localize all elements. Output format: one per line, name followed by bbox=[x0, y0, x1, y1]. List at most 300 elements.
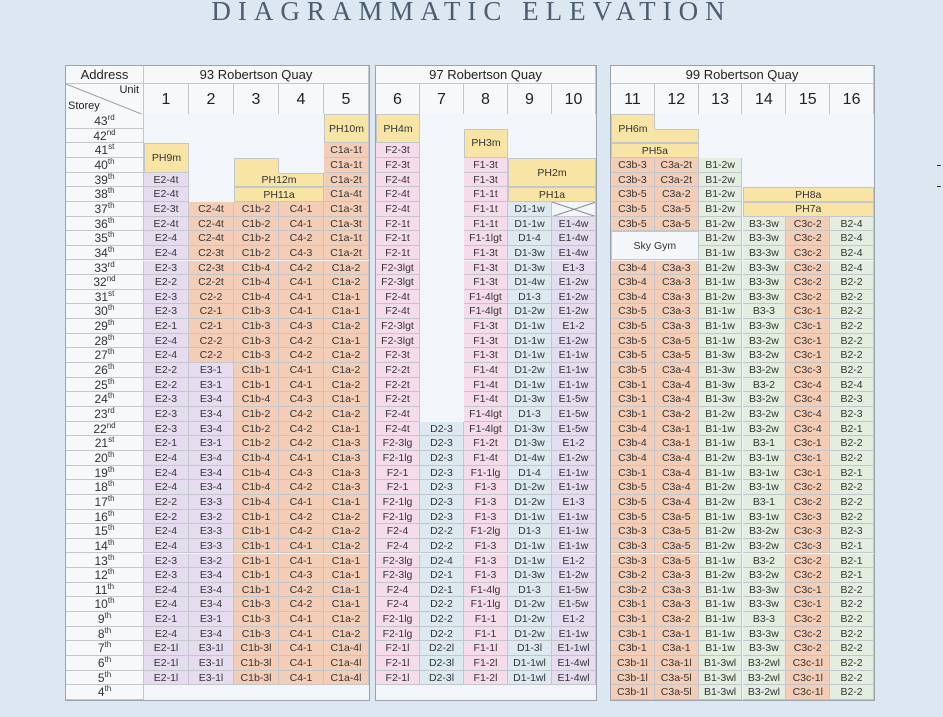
penthouse-label[interactable]: PH9m bbox=[151, 151, 182, 164]
unit-type-cell[interactable]: E2-4 bbox=[144, 231, 189, 246]
unit-type-cell[interactable]: D1-1w bbox=[508, 202, 552, 217]
unit-type-cell[interactable]: F1-4lgt bbox=[464, 407, 508, 422]
unit-type-cell[interactable]: C3b-3 bbox=[611, 539, 655, 554]
unit-type-cell[interactable]: D2-3 bbox=[420, 466, 464, 481]
unit-type-cell[interactable]: C3a-2t bbox=[655, 173, 699, 188]
unit-type-cell[interactable]: C4-2 bbox=[279, 422, 324, 437]
unit-type-cell[interactable]: B3-3w bbox=[743, 641, 787, 656]
unit-type-cell[interactable]: C4-1 bbox=[279, 539, 324, 554]
unit-type-cell[interactable]: B3-3w bbox=[743, 231, 787, 246]
unit-type-cell[interactable]: D1-1w bbox=[508, 319, 552, 334]
unit-type-cell[interactable]: C1a-4t bbox=[324, 187, 369, 202]
unit-type-cell[interactable]: C3b-4 bbox=[611, 275, 655, 290]
unit-type-cell[interactable]: B1-1w bbox=[699, 275, 743, 290]
unit-type-cell[interactable]: F2-1 bbox=[376, 480, 420, 495]
unit-type-cell[interactable]: F1-3t bbox=[464, 334, 508, 349]
unit-type-cell[interactable]: B2-2 bbox=[830, 480, 874, 495]
unit-type-cell[interactable]: F2-1l bbox=[376, 656, 420, 671]
unit-type-cell[interactable]: B1-2w bbox=[699, 495, 743, 510]
unit-type-cell[interactable]: B1-3w bbox=[699, 392, 743, 407]
unit-type-cell[interactable]: B1-3wl bbox=[699, 671, 743, 686]
unit-type-cell[interactable]: B3-2w bbox=[743, 407, 787, 422]
unit-type-cell[interactable]: C2-4t bbox=[189, 202, 234, 217]
unit-type-cell[interactable]: B2-2 bbox=[830, 671, 874, 686]
unit-type-cell[interactable]: E1-1w bbox=[552, 466, 596, 481]
unit-type-cell[interactable]: C3a-2t bbox=[655, 158, 699, 173]
unit-type-cell[interactable]: B1-1w bbox=[699, 510, 743, 525]
unit-type-cell[interactable]: D1-2w bbox=[508, 597, 552, 612]
unit-type-cell[interactable]: F2-4 bbox=[376, 597, 420, 612]
unit-type-cell[interactable]: B2-2 bbox=[830, 656, 874, 671]
unit-type-cell[interactable]: F1-1 bbox=[464, 627, 508, 642]
unit-type-cell[interactable]: E3-4 bbox=[189, 480, 234, 495]
unit-type-cell[interactable]: D1-4 bbox=[508, 231, 552, 246]
unit-type-cell[interactable]: E2-4 bbox=[144, 466, 189, 481]
unit-type-cell[interactable]: B1-1w bbox=[699, 334, 743, 349]
unit-type-cell[interactable]: B3-2wl bbox=[743, 671, 787, 686]
unit-type-cell[interactable]: E2-4 bbox=[144, 539, 189, 554]
unit-type-cell[interactable]: F2-3t bbox=[376, 143, 420, 158]
unit-type-cell[interactable]: B2-3 bbox=[830, 524, 874, 539]
unit-type-cell[interactable]: C3a-5 bbox=[655, 554, 699, 569]
unit-type-cell[interactable]: E3-4 bbox=[189, 627, 234, 642]
unit-type-cell[interactable]: C1a-3 bbox=[324, 436, 369, 451]
unit-type-cell[interactable]: C4-2 bbox=[279, 510, 324, 525]
unit-type-cell[interactable]: C1b-1 bbox=[234, 568, 279, 583]
unit-type-cell[interactable]: D1-1w bbox=[508, 217, 552, 232]
unit-type-cell[interactable]: C1a-1 bbox=[324, 290, 369, 305]
unit-type-cell[interactable]: E3-3 bbox=[189, 539, 234, 554]
unit-type-cell[interactable]: B1-2w bbox=[699, 480, 743, 495]
unit-type-cell[interactable]: C4-2 bbox=[279, 436, 324, 451]
unit-type-cell[interactable]: E3-4 bbox=[189, 422, 234, 437]
unit-type-cell[interactable]: B1-2w bbox=[699, 202, 743, 217]
unit-type-cell[interactable]: F1-4lgt bbox=[464, 422, 508, 437]
unit-type-cell[interactable]: E2-4 bbox=[144, 480, 189, 495]
unit-type-cell[interactable]: D1-4w bbox=[508, 275, 552, 290]
unit-type-cell[interactable]: C3a-1 bbox=[655, 422, 699, 437]
unit-type-cell[interactable]: C3c-1 bbox=[786, 334, 830, 349]
unit-type-cell[interactable]: B2-2 bbox=[830, 290, 874, 305]
unit-type-cell[interactable]: E3-1 bbox=[189, 612, 234, 627]
unit-type-cell[interactable]: C3b-5 bbox=[611, 334, 655, 349]
unit-type-cell[interactable]: B1-3w bbox=[699, 363, 743, 378]
unit-type-cell[interactable]: C1b-2 bbox=[234, 436, 279, 451]
unit-type-cell[interactable]: C3b-5 bbox=[611, 480, 655, 495]
unit-type-cell[interactable]: E3-4 bbox=[189, 407, 234, 422]
unit-type-cell[interactable]: E2-1 bbox=[144, 319, 189, 334]
unit-type-cell[interactable]: B1-2w bbox=[699, 539, 743, 554]
unit-type-cell[interactable]: F2-2t bbox=[376, 392, 420, 407]
unit-type-cell[interactable]: C1b-2 bbox=[234, 217, 279, 232]
unit-type-cell[interactable]: B2-1 bbox=[830, 554, 874, 569]
unit-type-cell[interactable]: C2-3t bbox=[189, 246, 234, 261]
unit-type-cell[interactable]: C1b-3 bbox=[234, 597, 279, 612]
unit-type-cell[interactable]: F2-4t bbox=[376, 407, 420, 422]
unit-type-cell[interactable]: C1a-2 bbox=[324, 378, 369, 393]
unit-type-cell[interactable]: E3-2 bbox=[189, 510, 234, 525]
unit-type-cell[interactable]: C3a-3 bbox=[655, 304, 699, 319]
unit-type-cell[interactable]: B1-1w bbox=[699, 627, 743, 642]
unit-type-cell[interactable]: C3a-5 bbox=[655, 217, 699, 232]
unit-type-cell[interactable]: E1-4wl bbox=[552, 656, 596, 671]
penthouse-label[interactable]: PH5a bbox=[641, 144, 668, 157]
unit-type-cell[interactable]: C2-3t bbox=[189, 261, 234, 276]
unit-type-cell[interactable]: C3c-1 bbox=[786, 348, 830, 363]
unit-type-cell[interactable]: E1-5w bbox=[552, 422, 596, 437]
unit-type-cell[interactable]: C3b-5 bbox=[611, 348, 655, 363]
unit-type-cell[interactable]: C1a-1 bbox=[324, 597, 369, 612]
unit-type-cell[interactable]: C2-1 bbox=[189, 319, 234, 334]
unit-type-cell[interactable]: F2-4t bbox=[376, 202, 420, 217]
unit-type-cell[interactable]: B2-1 bbox=[830, 539, 874, 554]
unit-type-cell[interactable]: C1b-1 bbox=[234, 363, 279, 378]
unit-type-cell[interactable]: C1a-1t bbox=[324, 158, 369, 173]
unit-type-cell[interactable]: C3b-1 bbox=[611, 466, 655, 481]
unit-type-cell[interactable]: C3b-1 bbox=[611, 627, 655, 642]
unit-type-cell[interactable]: B3-2w bbox=[743, 392, 787, 407]
unit-type-cell[interactable]: C3b-1 bbox=[611, 378, 655, 393]
unit-type-cell[interactable]: C3c-2 bbox=[786, 275, 830, 290]
unit-type-cell[interactable]: E2-4 bbox=[144, 334, 189, 349]
unit-type-cell[interactable]: D1-1wl bbox=[508, 671, 552, 686]
unit-type-cell[interactable]: B2-2 bbox=[830, 641, 874, 656]
unit-type-cell[interactable]: C1a-2 bbox=[324, 510, 369, 525]
penthouse-label[interactable]: PH3m bbox=[471, 137, 501, 150]
unit-type-cell[interactable]: D1-3w bbox=[508, 392, 552, 407]
unit-type-cell[interactable]: C1a-1 bbox=[324, 554, 369, 569]
penthouse-label[interactable]: PH4m bbox=[383, 122, 413, 135]
unit-type-cell[interactable]: B3-3w bbox=[743, 217, 787, 232]
unit-type-cell[interactable]: B1-2w bbox=[699, 568, 743, 583]
unit-type-cell[interactable]: B1-3wl bbox=[699, 685, 743, 700]
unit-type-cell[interactable]: B2-4 bbox=[830, 217, 874, 232]
unit-type-cell[interactable]: E1-5w bbox=[552, 583, 596, 598]
unit-type-cell[interactable]: C1b-3l bbox=[234, 641, 279, 656]
unit-type-cell[interactable]: F1-4t bbox=[464, 363, 508, 378]
unit-type-cell[interactable]: F1-1t bbox=[464, 217, 508, 232]
unit-type-cell[interactable]: C3c-2 bbox=[786, 217, 830, 232]
unit-type-cell[interactable]: B2-2 bbox=[830, 612, 874, 627]
penthouse-label[interactable]: PH2m bbox=[537, 166, 567, 179]
unit-type-cell[interactable]: E2-3 bbox=[144, 407, 189, 422]
unit-type-cell[interactable]: C2-4t bbox=[189, 217, 234, 232]
unit-type-cell[interactable]: E2-3 bbox=[144, 422, 189, 437]
unit-type-cell[interactable]: E2-4 bbox=[144, 451, 189, 466]
unit-type-cell[interactable]: B1-1w bbox=[699, 466, 743, 481]
unit-type-cell[interactable]: C3c-3 bbox=[786, 539, 830, 554]
unit-type-cell[interactable]: D2-3 bbox=[420, 480, 464, 495]
unit-type-cell[interactable]: E1-3 bbox=[552, 495, 596, 510]
unit-type-cell[interactable]: C3a-5 bbox=[655, 202, 699, 217]
unit-type-cell[interactable]: C4-2 bbox=[279, 480, 324, 495]
unit-type-cell[interactable]: B3-3w bbox=[743, 246, 787, 261]
unit-type-cell[interactable]: B2-2 bbox=[830, 495, 874, 510]
unit-type-cell[interactable]: C3c-4 bbox=[786, 407, 830, 422]
unit-type-cell[interactable]: B2-3 bbox=[830, 407, 874, 422]
unit-type-cell[interactable]: C3a-2 bbox=[655, 612, 699, 627]
unit-type-cell[interactable]: B2-4 bbox=[830, 246, 874, 261]
unit-type-cell[interactable]: C1b-3l bbox=[234, 671, 279, 686]
unit-type-cell[interactable]: C3b-5 bbox=[611, 363, 655, 378]
unit-type-cell[interactable]: B1-2w bbox=[699, 231, 743, 246]
unit-type-cell[interactable]: C1b-4 bbox=[234, 451, 279, 466]
unit-type-cell[interactable]: C4-2 bbox=[279, 231, 324, 246]
unit-type-cell[interactable]: D2-3l bbox=[420, 671, 464, 686]
unit-type-cell[interactable]: E3-4 bbox=[189, 451, 234, 466]
unit-type-cell[interactable]: C4-3 bbox=[279, 392, 324, 407]
unit-type-cell[interactable]: D2-2 bbox=[420, 627, 464, 642]
penthouse-label[interactable]: PH1a bbox=[538, 188, 566, 201]
unit-type-cell[interactable]: C3c-2 bbox=[786, 627, 830, 642]
unit-type-cell[interactable]: F1-1t bbox=[464, 187, 508, 202]
unit-type-cell[interactable]: E1-2w bbox=[552, 290, 596, 305]
unit-type-cell[interactable]: F2-1t bbox=[376, 231, 420, 246]
unit-type-cell[interactable]: E2-1 bbox=[144, 612, 189, 627]
unit-type-cell[interactable]: E3-1 bbox=[189, 378, 234, 393]
unit-type-cell[interactable]: D1-3 bbox=[508, 407, 552, 422]
unit-type-cell[interactable]: C4-2 bbox=[279, 407, 324, 422]
unit-type-cell[interactable]: F2-3lg bbox=[376, 436, 420, 451]
unit-type-cell[interactable]: C1a-1t bbox=[324, 231, 369, 246]
unit-type-cell[interactable]: F1-3 bbox=[464, 554, 508, 569]
unit-type-cell[interactable]: F1-3 bbox=[464, 510, 508, 525]
unit-type-cell[interactable]: C3b-5 bbox=[611, 187, 655, 202]
unit-type-cell[interactable]: E2-3 bbox=[144, 261, 189, 276]
unit-type-cell[interactable]: C3c-2 bbox=[786, 554, 830, 569]
unit-type-cell[interactable]: D1-2w bbox=[508, 304, 552, 319]
unit-type-cell[interactable]: B1-2w bbox=[699, 261, 743, 276]
unit-type-cell[interactable]: B1-1w bbox=[699, 304, 743, 319]
unit-type-cell[interactable]: B1-3wl bbox=[699, 656, 743, 671]
unit-type-cell[interactable]: C3a-3 bbox=[655, 597, 699, 612]
unit-type-cell[interactable]: F2-4t bbox=[376, 422, 420, 437]
unit-type-cell[interactable]: C4-1 bbox=[279, 641, 324, 656]
unit-type-cell[interactable]: D1-4w bbox=[508, 451, 552, 466]
unit-type-cell[interactable]: B2-2 bbox=[830, 451, 874, 466]
unit-type-cell[interactable]: C4-3 bbox=[279, 466, 324, 481]
unit-type-cell[interactable]: E3-1l bbox=[189, 671, 234, 686]
unit-type-cell[interactable]: E3-3 bbox=[189, 524, 234, 539]
unit-type-cell[interactable]: F2-4t bbox=[376, 304, 420, 319]
unit-type-cell[interactable]: F1-4lgt bbox=[464, 290, 508, 305]
unit-type-cell[interactable]: F1-2lg bbox=[464, 524, 508, 539]
unit-type-cell[interactable]: C1a-1 bbox=[324, 422, 369, 437]
unit-type-cell[interactable]: B3-3w bbox=[743, 290, 787, 305]
unit-type-cell[interactable]: C3c-1l bbox=[786, 656, 830, 671]
unit-type-cell[interactable]: C3b-3 bbox=[611, 554, 655, 569]
unit-type-cell[interactable]: C1b-1 bbox=[234, 539, 279, 554]
unit-type-cell[interactable]: C4-1 bbox=[279, 275, 324, 290]
unit-type-cell[interactable]: C3a-4 bbox=[655, 451, 699, 466]
unit-type-cell[interactable]: C1b-3 bbox=[234, 348, 279, 363]
unit-type-cell[interactable]: F2-3lgt bbox=[376, 261, 420, 276]
unit-type-cell[interactable]: F2-1 bbox=[376, 466, 420, 481]
unit-type-cell[interactable]: C3b-4 bbox=[611, 261, 655, 276]
unit-type-cell[interactable]: F2-4t bbox=[376, 173, 420, 188]
unit-type-cell[interactable]: E3-1 bbox=[189, 436, 234, 451]
unit-type-cell[interactable]: E1-1w bbox=[552, 510, 596, 525]
unit-type-cell[interactable]: C3c-4 bbox=[786, 422, 830, 437]
unit-type-cell[interactable]: D1-3 bbox=[508, 583, 552, 598]
unit-type-cell[interactable]: D2-4 bbox=[420, 554, 464, 569]
unit-type-cell[interactable]: E1-2 bbox=[552, 319, 596, 334]
unit-type-cell[interactable]: D1-3l bbox=[508, 641, 552, 656]
unit-type-cell[interactable]: B3-2w bbox=[743, 363, 787, 378]
unit-type-cell[interactable]: C1b-3 bbox=[234, 612, 279, 627]
unit-type-cell[interactable]: C3b-1l bbox=[611, 671, 655, 686]
unit-type-cell[interactable]: C4-1 bbox=[279, 378, 324, 393]
unit-type-cell[interactable]: B3-1w bbox=[743, 451, 787, 466]
unit-type-cell[interactable]: B1-2w bbox=[699, 158, 743, 173]
unit-type-cell[interactable]: E1-4wl bbox=[552, 671, 596, 686]
unit-type-cell[interactable]: F2-1t bbox=[376, 217, 420, 232]
unit-type-cell[interactable]: B1-2w bbox=[699, 290, 743, 305]
unit-type-cell[interactable]: B2-1 bbox=[830, 422, 874, 437]
unit-type-cell[interactable]: D1-3w bbox=[508, 422, 552, 437]
unit-type-cell[interactable]: C1b-4 bbox=[234, 495, 279, 510]
unit-type-cell[interactable]: B2-2 bbox=[830, 685, 874, 700]
unit-type-cell[interactable]: F2-1l bbox=[376, 671, 420, 686]
unit-type-cell[interactable]: F2-3lg bbox=[376, 554, 420, 569]
unit-type-cell[interactable]: C3b-5 bbox=[611, 319, 655, 334]
unit-type-cell[interactable]: F1-1 bbox=[464, 612, 508, 627]
unit-type-cell[interactable]: F1-3t bbox=[464, 261, 508, 276]
unit-type-cell[interactable]: B2-4 bbox=[830, 261, 874, 276]
unit-type-cell[interactable]: C1b-1 bbox=[234, 378, 279, 393]
unit-type-cell[interactable]: C2-4t bbox=[189, 231, 234, 246]
unit-type-cell[interactable]: C1a-2 bbox=[324, 612, 369, 627]
unit-type-cell[interactable]: F2-3t bbox=[376, 158, 420, 173]
unit-type-cell[interactable]: E1-3 bbox=[552, 261, 596, 276]
unit-type-cell[interactable]: C3a-4 bbox=[655, 363, 699, 378]
unit-type-cell[interactable]: E1-1w bbox=[552, 363, 596, 378]
unit-type-cell[interactable]: E3-1l bbox=[189, 656, 234, 671]
unit-type-cell[interactable]: E3-4 bbox=[189, 583, 234, 598]
unit-type-cell[interactable]: C4-2 bbox=[279, 348, 324, 363]
unit-type-cell[interactable]: E3-3 bbox=[189, 495, 234, 510]
unit-type-cell[interactable]: C4-3 bbox=[279, 568, 324, 583]
unit-type-cell[interactable]: F2-4 bbox=[376, 524, 420, 539]
unit-type-cell[interactable]: C1a-2 bbox=[324, 363, 369, 378]
unit-type-cell[interactable]: D2-2l bbox=[420, 641, 464, 656]
unit-type-cell[interactable]: E1-5w bbox=[552, 597, 596, 612]
unit-type-cell[interactable]: D2-3 bbox=[420, 451, 464, 466]
unit-type-cell[interactable]: E1-2w bbox=[552, 334, 596, 349]
penthouse-label[interactable]: PH7a bbox=[795, 203, 822, 216]
unit-type-cell[interactable]: E2-4 bbox=[144, 348, 189, 363]
unit-type-cell[interactable]: C3c-1 bbox=[786, 304, 830, 319]
unit-type-cell[interactable]: B1-2w bbox=[699, 173, 743, 188]
unit-type-cell[interactable]: C1a-1 bbox=[324, 304, 369, 319]
unit-type-cell[interactable]: B3-3 bbox=[743, 304, 787, 319]
unit-type-cell[interactable]: C3c-1l bbox=[786, 685, 830, 700]
unit-type-cell[interactable]: C3a-3 bbox=[655, 290, 699, 305]
unit-type-cell[interactable]: F1-4lg bbox=[464, 583, 508, 598]
unit-type-cell[interactable]: F2-1t bbox=[376, 246, 420, 261]
unit-type-cell[interactable]: F2-4t bbox=[376, 187, 420, 202]
unit-type-cell[interactable]: C1a-2 bbox=[324, 407, 369, 422]
unit-type-cell[interactable]: C1b-3 bbox=[234, 304, 279, 319]
penthouse-label[interactable]: PH10m bbox=[328, 122, 364, 135]
unit-type-cell[interactable]: C3a-2 bbox=[655, 187, 699, 202]
unit-type-cell[interactable]: E1-5w bbox=[552, 407, 596, 422]
unit-type-cell[interactable]: F2-1lg bbox=[376, 612, 420, 627]
unit-type-cell[interactable]: D2-3 bbox=[420, 436, 464, 451]
unit-type-cell[interactable]: B1-1w bbox=[699, 319, 743, 334]
unit-type-cell[interactable]: C1a-2t bbox=[324, 246, 369, 261]
unit-type-cell[interactable]: B1-2w bbox=[699, 407, 743, 422]
unit-type-cell[interactable]: D1-1w bbox=[508, 334, 552, 349]
unit-type-cell[interactable]: C3a-5 bbox=[655, 348, 699, 363]
unit-type-cell[interactable]: B3-2w bbox=[743, 539, 787, 554]
unit-type-cell[interactable]: F1-1t bbox=[464, 202, 508, 217]
unit-type-cell[interactable]: F1-2t bbox=[464, 436, 508, 451]
unit-type-cell[interactable]: C4-2 bbox=[279, 261, 324, 276]
unit-type-cell[interactable]: C3c-1 bbox=[786, 436, 830, 451]
unit-type-cell[interactable]: C4-1 bbox=[279, 656, 324, 671]
unit-type-cell[interactable]: E1-4w bbox=[552, 217, 596, 232]
unit-type-cell[interactable]: F1-4t bbox=[464, 392, 508, 407]
unit-type-cell[interactable]: C3b-4 bbox=[611, 422, 655, 437]
unit-type-cell[interactable]: B2-1 bbox=[830, 568, 874, 583]
unit-type-cell[interactable]: F1-1l bbox=[464, 641, 508, 656]
unit-type-cell[interactable]: B3-2w bbox=[743, 422, 787, 437]
unit-type-cell[interactable]: C3c-3 bbox=[786, 510, 830, 525]
unit-type-cell[interactable]: F2-1lg bbox=[376, 451, 420, 466]
unit-type-cell[interactable]: F1-3t bbox=[464, 275, 508, 290]
unit-type-cell[interactable]: B2-2 bbox=[830, 319, 874, 334]
unit-type-cell[interactable]: C3b-1 bbox=[611, 612, 655, 627]
unit-type-cell[interactable]: C1b-1 bbox=[234, 554, 279, 569]
sky-gym-label[interactable]: Sky Gym bbox=[633, 239, 677, 252]
unit-type-cell[interactable]: E1-2w bbox=[552, 568, 596, 583]
unit-type-cell[interactable]: C3b-5 bbox=[611, 304, 655, 319]
unit-type-cell[interactable]: B1-3w bbox=[699, 378, 743, 393]
unit-type-cell[interactable]: C1b-4 bbox=[234, 392, 279, 407]
unit-type-cell[interactable]: E1-2w bbox=[552, 304, 596, 319]
unit-type-cell[interactable]: C3c-2 bbox=[786, 290, 830, 305]
unit-type-cell[interactable]: C3c-4 bbox=[786, 392, 830, 407]
penthouse-label[interactable]: PH6m bbox=[618, 122, 648, 135]
unit-type-cell[interactable]: B3-1w bbox=[743, 466, 787, 481]
unit-type-cell[interactable]: C1b-2 bbox=[234, 202, 279, 217]
unit-type-cell[interactable]: C3c-2 bbox=[786, 231, 830, 246]
unit-type-cell[interactable]: F1-3 bbox=[464, 495, 508, 510]
unit-type-cell[interactable]: E2-4t bbox=[144, 173, 189, 188]
unit-type-cell[interactable]: F1-4lgt bbox=[464, 304, 508, 319]
unit-type-cell[interactable]: B3-2w bbox=[743, 524, 787, 539]
unit-type-cell[interactable]: C1b-3l bbox=[234, 656, 279, 671]
unit-type-cell[interactable]: E2-4 bbox=[144, 627, 189, 642]
unit-type-cell[interactable]: E1-4w bbox=[552, 246, 596, 261]
unit-type-cell[interactable]: C1a-1 bbox=[324, 583, 369, 598]
unit-type-cell[interactable]: C1b-4 bbox=[234, 290, 279, 305]
unit-type-cell[interactable]: C2-2 bbox=[189, 290, 234, 305]
unit-type-cell[interactable]: E1-1w bbox=[552, 378, 596, 393]
unit-type-cell[interactable]: B2-4 bbox=[830, 378, 874, 393]
unit-type-cell[interactable]: E2-4t bbox=[144, 187, 189, 202]
unit-type-cell[interactable]: C3c-3 bbox=[786, 524, 830, 539]
unit-type-cell[interactable]: D1-2w bbox=[508, 612, 552, 627]
unit-type-cell[interactable]: C3a-1 bbox=[655, 641, 699, 656]
unit-type-cell[interactable]: F1-3t bbox=[464, 158, 508, 173]
unit-type-cell[interactable]: C3c-2 bbox=[786, 246, 830, 261]
unit-type-cell[interactable]: C1b-1 bbox=[234, 583, 279, 598]
unit-type-cell[interactable]: B1-1w bbox=[699, 641, 743, 656]
unit-type-cell[interactable]: C1a-2 bbox=[324, 348, 369, 363]
unit-type-cell[interactable]: F2-2t bbox=[376, 363, 420, 378]
